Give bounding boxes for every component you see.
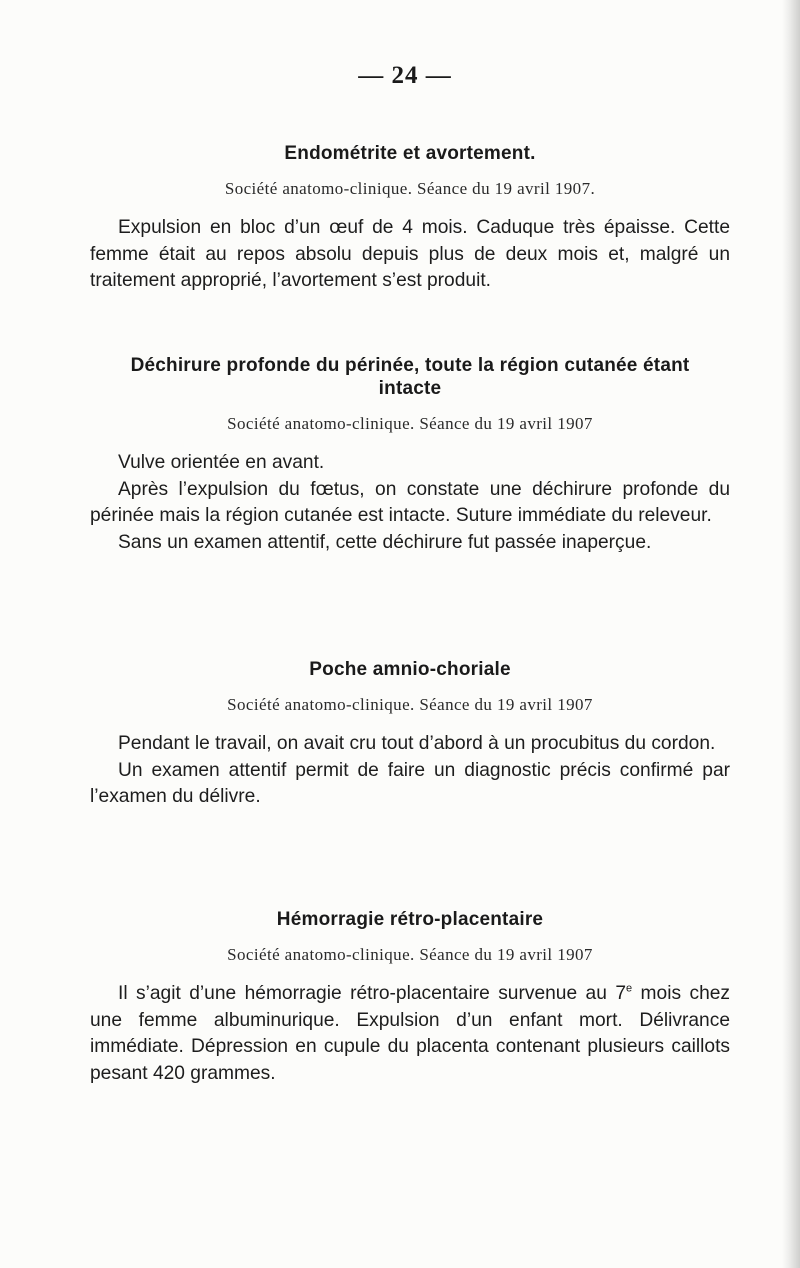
section-endometrite xyxy=(90,142,730,295)
section-body xyxy=(90,731,730,811)
section-body xyxy=(90,981,730,1087)
superscript: e xyxy=(626,982,633,995)
section-heading-line1: Déchirure profonde du périnée, toute la région cutanée étant xyxy=(130,355,690,376)
section-source: Société anatomo-clinique. Séance du 19 avril 1907. xyxy=(224,179,596,198)
section-body xyxy=(90,215,730,295)
paragraph: Expulsion en bloc d’un œuf de 4 mois. Caduque très épaisse. Cette femme était au repos absolu depuis plus de deux mois et, malgré un traitement approprié, l’avortement s’est produit. xyxy=(90,217,730,291)
paragraph-start: Il s’agit d’une hémorragie rétro-placentaire survenue au 7 xyxy=(118,983,626,1004)
paragraph xyxy=(90,981,730,1087)
paragraph: Sans un examen attentif, cette déchirure fut passée inaperçue. xyxy=(118,531,652,553)
section-hemorragie xyxy=(90,908,730,1087)
section-heading-line2: intacte xyxy=(378,378,442,399)
page-number: — 24 — xyxy=(358,62,452,89)
section-poche xyxy=(90,658,730,811)
paragraph: Pendant le travail, on avait cru tout d’abord à un procubitus du cordon. xyxy=(118,733,716,754)
section-body xyxy=(90,450,730,556)
paragraph: Après l’expulsion du fœtus, on constate une déchirure profonde du périnée mais la région cutanée est intacte. Suture immédiate du releveur. xyxy=(90,478,730,526)
section-heading: Poche amnio-choriale xyxy=(309,659,511,680)
section-heading: Endométrite et avortement. xyxy=(284,143,536,164)
page-edge-shadow xyxy=(782,0,800,1268)
section-heading: Hémorragie rétro-placentaire xyxy=(276,909,544,930)
section-source: Société anatomo-clinique. Séance du 19 avril 1907 xyxy=(227,945,593,964)
paragraph: Vulve orientée en avant. xyxy=(118,452,325,473)
paragraph-end: mois chez une femme albuminurique. Expulsion d’un enfant mort. Délivrance immédiate. Dépression en cupule du placenta contenant plusieurs caillots pesant 420 grammes. xyxy=(90,983,731,1084)
section-dechirure xyxy=(90,354,730,556)
section-source: Société anatomo-clinique. Séance du 19 avril 1907 xyxy=(227,695,593,714)
section-source: Société anatomo-clinique. Séance du 19 avril 1907 xyxy=(227,414,593,433)
section-heading xyxy=(90,354,730,400)
paragraph: Un examen attentif permit de faire un diagnostic précis confirmé par l’examen du délivre. xyxy=(90,759,730,807)
